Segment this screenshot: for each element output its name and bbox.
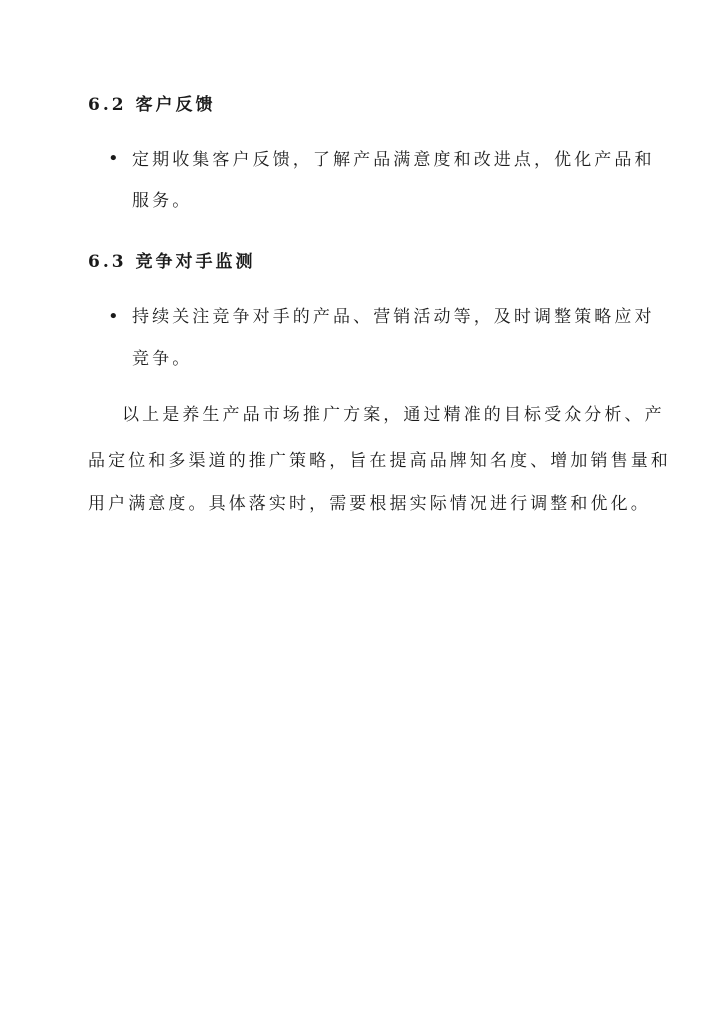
bullet-dot: • <box>108 306 119 327</box>
bullet-text-line: 竞争。 <box>132 349 193 369</box>
section-heading-competitor-monitoring: 6.3 竞争对手监测 <box>88 252 256 272</box>
conclusion-paragraph-line: 品定位和多渠道的推广策略，旨在提高品牌知名度、增加销售量和 <box>88 451 671 471</box>
bullet-text-line: 定期收集客户反馈，了解产品满意度和改进点，优化产品和 <box>132 150 655 170</box>
bullet-text-line: 服务。 <box>132 191 193 211</box>
section-heading-customer-feedback: 6.2 客户反馈 <box>88 95 216 115</box>
conclusion-paragraph-line: 用户满意度。具体落实时，需要根据实际情况进行调整和优化。 <box>88 494 651 514</box>
bullet-dot: • <box>108 148 119 169</box>
bullet-text-line: 持续关注竞争对手的产品、营销活动等，及时调整策略应对 <box>132 307 655 327</box>
conclusion-paragraph-line: 以上是养生产品市场推广方案，通过精准的目标受众分析、产 <box>122 405 665 425</box>
